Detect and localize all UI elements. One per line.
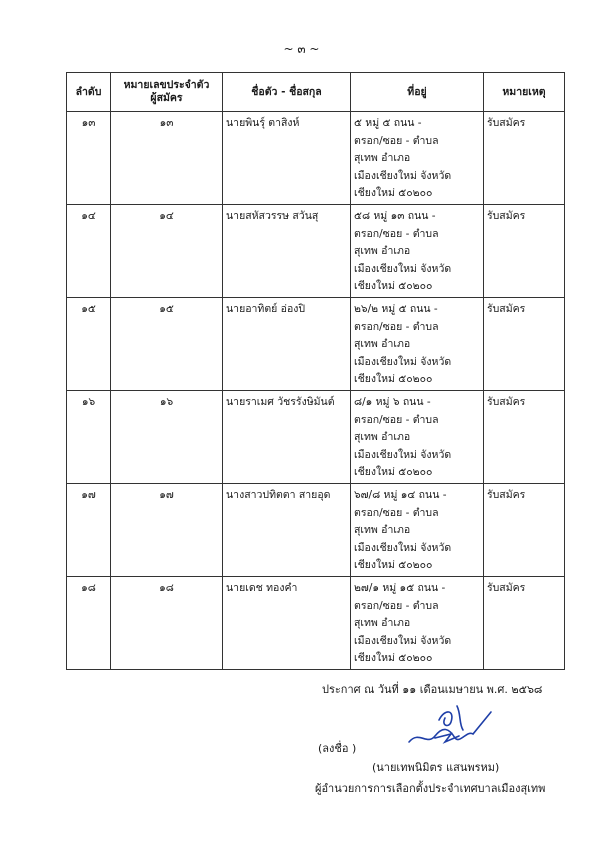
address-line: เมืองเชียงใหม่ จังหวัด [354, 169, 452, 182]
cell-candidate-id: ๑๘ [111, 577, 223, 670]
sign-label: (ลงชื่อ ) [318, 742, 357, 755]
cell-seq: ๑๗ [67, 484, 111, 577]
signer-title: ผู้อำนวยการการเลือกตั้งประจำเทศบาลเมืองสุเทพ [315, 782, 546, 795]
cell-candidate-id: ๑๔ [111, 205, 223, 298]
address-line: สุเทพ อำเภอ [354, 152, 411, 164]
address-line: สุเทพ อำเภอ [354, 245, 411, 257]
cell-seq: ๑๖ [67, 391, 111, 484]
address-line: สุเทพ อำเภอ [354, 431, 411, 443]
cell-address [351, 205, 484, 298]
address-line: ๕๘ หมู่ ๑๓ ถนน - [354, 210, 436, 222]
cell-note: รับสมัคร [484, 298, 565, 391]
address-line: ตรอก/ซอย - ตำบล [354, 506, 439, 519]
address-line: ๖๗/๘ หมู่ ๑๔ ถนน - [354, 489, 447, 501]
signer-name: (นายเทพนิมิตร แสนพรหม) [372, 761, 500, 774]
cell-seq: ๑๘ [67, 577, 111, 670]
cell-name: นายสหัสวรรษ สวันสุ [223, 205, 351, 298]
cell-candidate-id: ๑๕ [111, 298, 223, 391]
address-line: เมืองเชียงใหม่ จังหวัด [354, 448, 452, 461]
cell-address [351, 577, 484, 670]
cell-seq: ๑๓ [67, 112, 111, 205]
header-candidate-id [111, 73, 223, 112]
address-line: เมืองเชียงใหม่ จังหวัด [354, 262, 452, 275]
cell-seq: ๑๕ [67, 298, 111, 391]
address-line: สุเทพ อำเภอ [354, 524, 411, 536]
header-seq: ลำดับ [67, 73, 111, 112]
cell-name: นายอาทิตย์ อ่องปิ [223, 298, 351, 391]
cell-name: นายเดช ทองคำ [223, 577, 351, 670]
address-line: เมืองเชียงใหม่ จังหวัด [354, 634, 452, 647]
cell-note: รับสมัคร [484, 484, 565, 577]
page-number: ~ ๓ ~ [283, 42, 320, 56]
header-id-line2: ผู้สมัคร [150, 92, 183, 104]
address-line: เชียงใหม่ ๕๐๒๐๐ [354, 559, 433, 571]
address-line: เมืองเชียงใหม่ จังหวัด [354, 541, 452, 554]
address-line: ๒๗/๑ หมู่ ๑๕ ถนน - [354, 582, 446, 594]
signature-image [405, 700, 495, 748]
announcement-date: ประกาศ ณ วันที่ ๑๑ เดือนเมษายน พ.ศ. ๒๕๖๘ [322, 683, 543, 696]
cell-candidate-id: ๑๖ [111, 391, 223, 484]
table-row [67, 391, 565, 484]
cell-note: รับสมัคร [484, 391, 565, 484]
address-line: เชียงใหม่ ๕๐๒๐๐ [354, 466, 433, 478]
table-row [67, 298, 565, 391]
table-row [67, 577, 565, 670]
cell-address [351, 391, 484, 484]
address-line: เชียงใหม่ ๕๐๒๐๐ [354, 373, 433, 385]
table-row [67, 205, 565, 298]
cell-note: รับสมัคร [484, 205, 565, 298]
address-line: เชียงใหม่ ๕๐๒๐๐ [354, 187, 433, 199]
table-header-row [67, 73, 565, 112]
cell-name: นายราเมศ วัชรรังษิมันต์ [223, 391, 351, 484]
cell-candidate-id: ๑๓ [111, 112, 223, 205]
address-line: เมืองเชียงใหม่ จังหวัด [354, 355, 452, 368]
table-row [67, 112, 565, 205]
header-id-line1: หมายเลขประจำตัว [123, 79, 210, 91]
cell-name: นางสาวปทิตตา สายอุด [223, 484, 351, 577]
table-row [67, 484, 565, 577]
cell-note: รับสมัคร [484, 112, 565, 205]
address-line: สุเทพ อำเภอ [354, 617, 411, 629]
address-line: เชียงใหม่ ๕๐๒๐๐ [354, 652, 433, 664]
candidate-table [66, 72, 565, 670]
address-line: ตรอก/ซอย - ตำบล [354, 320, 439, 333]
address-line: เชียงใหม่ ๕๐๒๐๐ [354, 280, 433, 292]
address-line: ตรอก/ซอย - ตำบล [354, 413, 439, 426]
header-address: ที่อยู่ [351, 73, 484, 112]
cell-name: นายพินรุ์ ตาสิงห์ [223, 112, 351, 205]
cell-note: รับสมัคร [484, 577, 565, 670]
address-line: ตรอก/ซอย - ตำบล [354, 599, 439, 612]
address-line: ๕ หมู่ ๕ ถนน - [354, 117, 422, 129]
cell-address [351, 484, 484, 577]
cell-address [351, 112, 484, 205]
header-note: หมายเหตุ [484, 73, 565, 112]
address-line: ๒๖/๒ หมู่ ๕ ถนน - [354, 303, 438, 315]
address-line: ๘/๑ หมู่ ๖ ถนน - [354, 396, 431, 408]
header-name: ชื่อตัว - ชื่อสกุล [223, 73, 351, 112]
address-line: ตรอก/ซอย - ตำบล [354, 134, 439, 147]
address-line: สุเทพ อำเภอ [354, 338, 411, 350]
address-line: ตรอก/ซอย - ตำบล [354, 227, 439, 240]
cell-address [351, 298, 484, 391]
cell-candidate-id: ๑๗ [111, 484, 223, 577]
cell-seq: ๑๔ [67, 205, 111, 298]
